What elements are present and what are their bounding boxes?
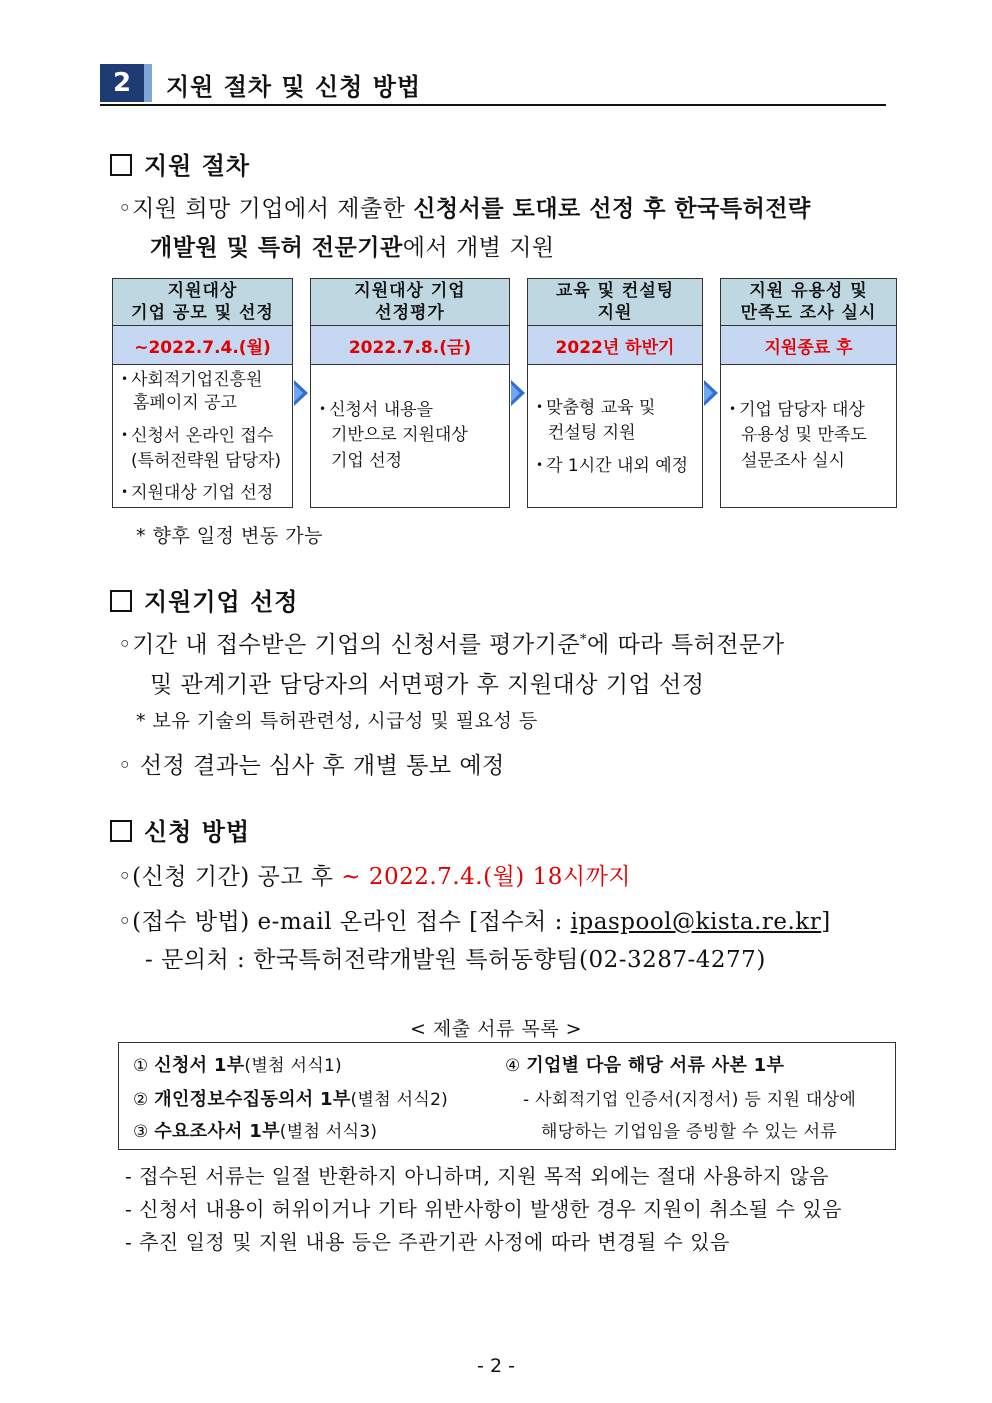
section-title: 지원 절차 및 신청 방법 — [166, 73, 422, 101]
flow-step-3 — [527, 278, 703, 508]
section-number: 2 — [100, 64, 144, 102]
footnote-2: - 신청서 내용이 허위이거나 기타 위반사항이 발생한 경우 지원이 취소될 수 있음 — [125, 1197, 842, 1221]
flow-step-title: 지원대상 기업 공모 및 선정 — [113, 279, 292, 326]
apply-contact: - 문의처 : 한국특허전략개발원 특허동향팀(02-3287-4277) — [145, 947, 766, 973]
procedure-paragraph-line2: 개발원 및 특허 전문기관에서 개별 지원 — [150, 234, 555, 261]
flow-step-body: • 맞춤형 교육 및 컨설팅 지원 • 각 1시간 내외 예정 — [536, 398, 689, 476]
checkbox-square-icon — [110, 590, 132, 612]
documents-box — [118, 1042, 896, 1150]
footnote-3: - 추진 일정 및 지원 내용 등은 주관기관 사정에 따라 변경될 수 있음 — [125, 1230, 730, 1254]
section-header — [100, 64, 886, 106]
footnote-1: - 접수된 서류는 일절 반환하지 아니하며, 지원 목적 외에는 절대 사용하지 않음 — [125, 1164, 829, 1188]
procedure-paragraph-line1: ◦지원 희망 기업에서 제출한 신청서를 토대로 선정 후 한국특허전략 — [118, 195, 811, 222]
document-item: ③ 수요조사서 1부(별첨 서식3) — [133, 1121, 378, 1142]
flow-step-body: • 기업 담당자 대상 유용성 및 만족도 설문조사 실시 — [729, 400, 867, 471]
flow-step-4 — [720, 278, 897, 508]
flow-step-2 — [310, 278, 510, 508]
apply-heading: 신청 방법 — [110, 812, 250, 847]
selection-paragraph-line2: 및 관계기관 담당자의 서면평가 후 지원대상 기업 선정 — [150, 672, 705, 698]
flow-arrow-icon — [704, 380, 718, 406]
checkbox-square-icon — [110, 154, 132, 176]
page-number: - 2 - — [477, 1355, 515, 1377]
flow-step-date: 2022년 하반기 — [528, 326, 702, 365]
flow-step-title: 교육 및 컨설팅 지원 — [528, 279, 702, 326]
flow-step-title: 지원 유용성 및 만족도 조사 실시 — [721, 279, 896, 326]
flow-step-body: • 신청서 내용을 기반으로 지원대상 기업 선정 — [319, 400, 468, 471]
selection-paragraph-line1: ◦기간 내 접수받은 기업의 신청서를 평가기준*에 따라 특허전문가 — [118, 632, 785, 658]
checkbox-square-icon — [110, 820, 132, 842]
selection-note: * 보유 기술의 특허관련성, 시급성 및 필요성 등 — [136, 710, 538, 732]
section-number-accent — [144, 64, 152, 102]
flow-step-title: 지원대상 기업 선정평가 — [311, 279, 509, 326]
flow-step-date: ~2022.7.4.(월) — [113, 326, 292, 365]
procedure-heading: 지원 절차 — [110, 146, 250, 181]
document-item: ① 신청서 1부(별첨 서식1) — [133, 1055, 342, 1076]
document-item-extra-title: ④ 기업별 다음 해당 서류 사본 1부 — [505, 1055, 785, 1076]
selection-paragraph-line3: ◦ 선정 결과는 심사 후 개별 통보 예정 — [118, 753, 505, 779]
email-link[interactable]: ipaspool@kista.re.kr — [570, 909, 822, 935]
procedure-note: * 향후 일정 변동 가능 — [136, 525, 323, 547]
documents-caption: < 제출 서류 목록 > — [409, 1018, 583, 1040]
document-item-extra-line1: - 사회적기업 인증서(지정서) 등 지원 대상에 — [523, 1090, 857, 1110]
selection-heading: 지원기업 선정 — [110, 582, 298, 617]
flow-step-date: 2022.7.8.(금) — [311, 326, 509, 365]
flow-step-date: 지원종료 후 — [721, 326, 896, 365]
apply-method: ◦(접수 방법) e-mail 온라인 접수 [접수처 : ipaspool@kista.re.kr] — [118, 909, 831, 935]
flow-step-1 — [112, 278, 293, 508]
flow-arrow-icon — [294, 380, 308, 406]
document-item: ② 개인정보수집동의서 1부(별첨 서식2) — [133, 1089, 449, 1110]
flow-arrow-icon — [511, 380, 525, 406]
document-item-extra-line2: 해당하는 기업임을 증빙할 수 있는 서류 — [541, 1122, 838, 1142]
apply-period: ◦(신청 기간) 공고 후 ~ 2022.7.4.(월) 18시까지 — [118, 864, 632, 890]
flow-step-body: • 사회적기업진흥원 홈페이지 공고 • 신청서 온라인 접수 (특허전략원 담당자) • 지원대상 기업 선정 — [121, 370, 282, 503]
